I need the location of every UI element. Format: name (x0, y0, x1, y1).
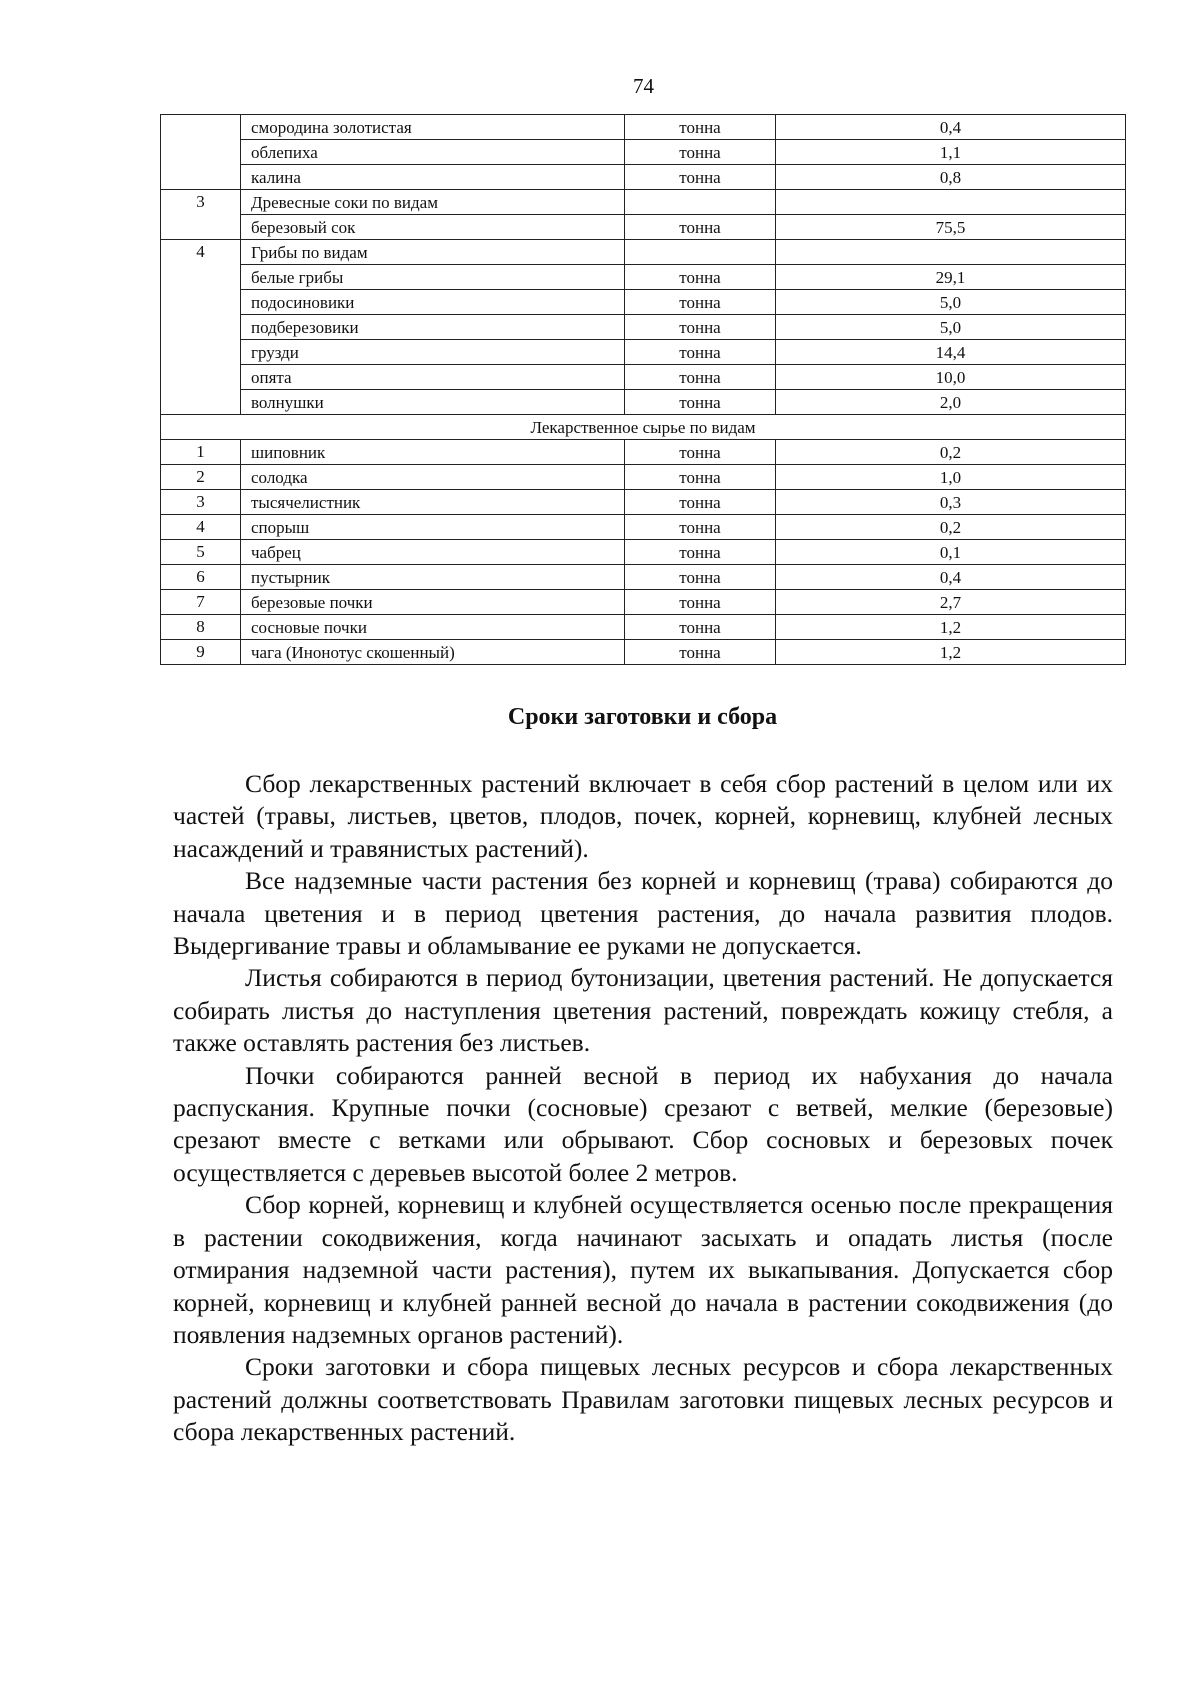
name-cell: опята (241, 365, 625, 390)
name-cell: грузди (241, 340, 625, 365)
num-cell (161, 290, 241, 315)
num-cell (161, 165, 241, 190)
name-cell: подосиновики (241, 290, 625, 315)
name-cell: смородина золотистая (241, 115, 625, 140)
name-cell: солодка (241, 465, 625, 490)
name-cell: березовый сок (241, 215, 625, 240)
num-cell: 9 (161, 640, 241, 665)
table-row (161, 590, 1126, 615)
table-row (161, 465, 1126, 490)
num-cell (161, 115, 241, 140)
table-row (161, 490, 1126, 515)
name-cell: спорыш (241, 515, 625, 540)
table-row (161, 340, 1126, 365)
table-row (161, 540, 1126, 565)
table-row (161, 165, 1126, 190)
name-cell: волнушки (241, 390, 625, 415)
num-cell: 1 (161, 440, 241, 465)
value-cell: 5,0 (776, 290, 1126, 315)
unit-cell: тонна (625, 390, 776, 415)
unit-cell: тонна (625, 365, 776, 390)
num-cell: 6 (161, 565, 241, 590)
name-cell: белые грибы (241, 265, 625, 290)
unit-cell: тонна (625, 540, 776, 565)
paragraph: Почки собираются ранней весной в период их набухания до начала распускания. Крупные почки (сосновые) срезают с ветвей, мелкие (березовые) срезают вместе с ветками или обрывают. Сбор сосновых и березовых почек осуществляется с деревьев высотой более 2 метров. (173, 1060, 1113, 1187)
num-cell: 8 (161, 615, 241, 640)
unit-cell: тонна (625, 515, 776, 540)
unit-cell: тонна (625, 315, 776, 340)
value-cell: 75,5 (776, 215, 1126, 240)
unit-cell: тонна (625, 590, 776, 615)
unit-cell: тонна (625, 115, 776, 140)
name-cell: шиповник (241, 440, 625, 465)
table-row (161, 265, 1126, 290)
section-heading: Сроки заготовки и сбора (507, 704, 778, 730)
name-cell: пустырник (241, 565, 625, 590)
name-cell: подберезовики (241, 315, 625, 340)
name-cell: тысячелистник (241, 490, 625, 515)
num-cell: 5 (161, 540, 241, 565)
resources-table-body (161, 115, 1126, 665)
unit-cell: тонна (625, 340, 776, 365)
num-cell: 2 (161, 465, 241, 490)
unit-cell (625, 190, 776, 215)
value-cell: 0,3 (776, 490, 1126, 515)
table-row (161, 190, 1126, 215)
unit-cell: тонна (625, 215, 776, 240)
value-cell: 0,8 (776, 165, 1126, 190)
num-cell (161, 315, 241, 340)
value-cell: 1,1 (776, 140, 1126, 165)
unit-cell: тонна (625, 615, 776, 640)
name-cell: березовые почки (241, 590, 625, 615)
unit-cell: тонна (625, 465, 776, 490)
value-cell: 1,2 (776, 640, 1126, 665)
table-section-row (161, 415, 1126, 440)
unit-cell: тонна (625, 265, 776, 290)
name-cell: Древесные соки по видам (241, 190, 625, 215)
paragraph: Сроки заготовки и сбора пищевых лесных ресурсов и сбора лекарственных растений должны соответствовать Правилам заготовки пищевых лесных ресурсов и сбора лекарственных растений. (173, 1352, 1113, 1447)
table-row (161, 390, 1126, 415)
unit-cell: тонна (625, 440, 776, 465)
num-cell: 4 (161, 515, 241, 540)
resources-table (160, 114, 1126, 665)
table-row (161, 615, 1126, 640)
value-cell: 0,2 (776, 515, 1126, 540)
table-row (161, 565, 1126, 590)
unit-cell (625, 240, 776, 265)
table-row (161, 440, 1126, 465)
value-cell (776, 190, 1126, 215)
table-row (161, 290, 1126, 315)
value-cell: 1,0 (776, 465, 1126, 490)
table-row (161, 515, 1126, 540)
paragraph: Сбор корней, корневищ и клубней осуществляется осенью после прекращения в растении сокодвижения, когда начинают засыхать и опадать листья (после отмирания надземной части растения), путем их выкапывания. Допускается сбор корней, корневищ и клубней ранней весной до начала в растении сокодвижения (до появления надземных органов растений). (173, 1190, 1113, 1349)
num-cell (161, 390, 241, 415)
num-cell: 3 (161, 490, 241, 515)
num-cell (161, 140, 241, 165)
value-cell: 0,4 (776, 115, 1126, 140)
num-cell (161, 365, 241, 390)
page-number: 74 (633, 74, 654, 98)
paragraph: Все надземные части растения без корней и корневищ (трава) собираются до начала цветения и в период цветения растения, до начала развития плодов. Выдергивание травы и обламывание ее руками не допускается. (173, 866, 1113, 961)
value-cell: 29,1 (776, 265, 1126, 290)
name-cell: калина (241, 165, 625, 190)
name-cell: чага (Инонотус скошенный) (241, 640, 625, 665)
table-row (161, 315, 1126, 340)
unit-cell: тонна (625, 490, 776, 515)
table-row (161, 215, 1126, 240)
unit-cell: тонна (625, 640, 776, 665)
section-title-cell: Лекарственное сырье по видам (161, 415, 1126, 440)
value-cell: 0,4 (776, 565, 1126, 590)
unit-cell: тонна (625, 565, 776, 590)
num-cell: 3 (161, 190, 241, 215)
value-cell (776, 240, 1126, 265)
num-cell: 4 (161, 240, 241, 265)
name-cell: облепиха (241, 140, 625, 165)
num-cell (161, 215, 241, 240)
value-cell: 0,1 (776, 540, 1126, 565)
table-row (161, 240, 1126, 265)
table-row (161, 140, 1126, 165)
value-cell: 5,0 (776, 315, 1126, 340)
paragraph: Сбор лекарственных растений включает в себя сбор растений в целом или их частей (травы, листьев, цветов, плодов, почек, корней, корневищ, клубней лесных насаждений и травянистых растений). (173, 769, 1113, 863)
value-cell: 2,0 (776, 390, 1126, 415)
num-cell: 7 (161, 590, 241, 615)
table-row (161, 640, 1126, 665)
table-row (161, 365, 1126, 390)
table-row (161, 115, 1126, 140)
body-text (173, 768, 1113, 1449)
value-cell: 10,0 (776, 365, 1126, 390)
name-cell: сосновые почки (241, 615, 625, 640)
value-cell: 0,2 (776, 440, 1126, 465)
value-cell: 1,2 (776, 615, 1126, 640)
unit-cell: тонна (625, 290, 776, 315)
num-cell (161, 340, 241, 365)
value-cell: 2,7 (776, 590, 1126, 615)
paragraph: Листья собираются в период бутонизации, цветения растений. Не допускается собирать листья до наступления цветения растений, повреждать кожицу стебля, а также оставлять растения без листьев. (173, 963, 1113, 1058)
num-cell (161, 265, 241, 290)
unit-cell: тонна (625, 165, 776, 190)
unit-cell: тонна (625, 140, 776, 165)
name-cell: чабрец (241, 540, 625, 565)
name-cell: Грибы по видам (241, 240, 625, 265)
value-cell: 14,4 (776, 340, 1126, 365)
